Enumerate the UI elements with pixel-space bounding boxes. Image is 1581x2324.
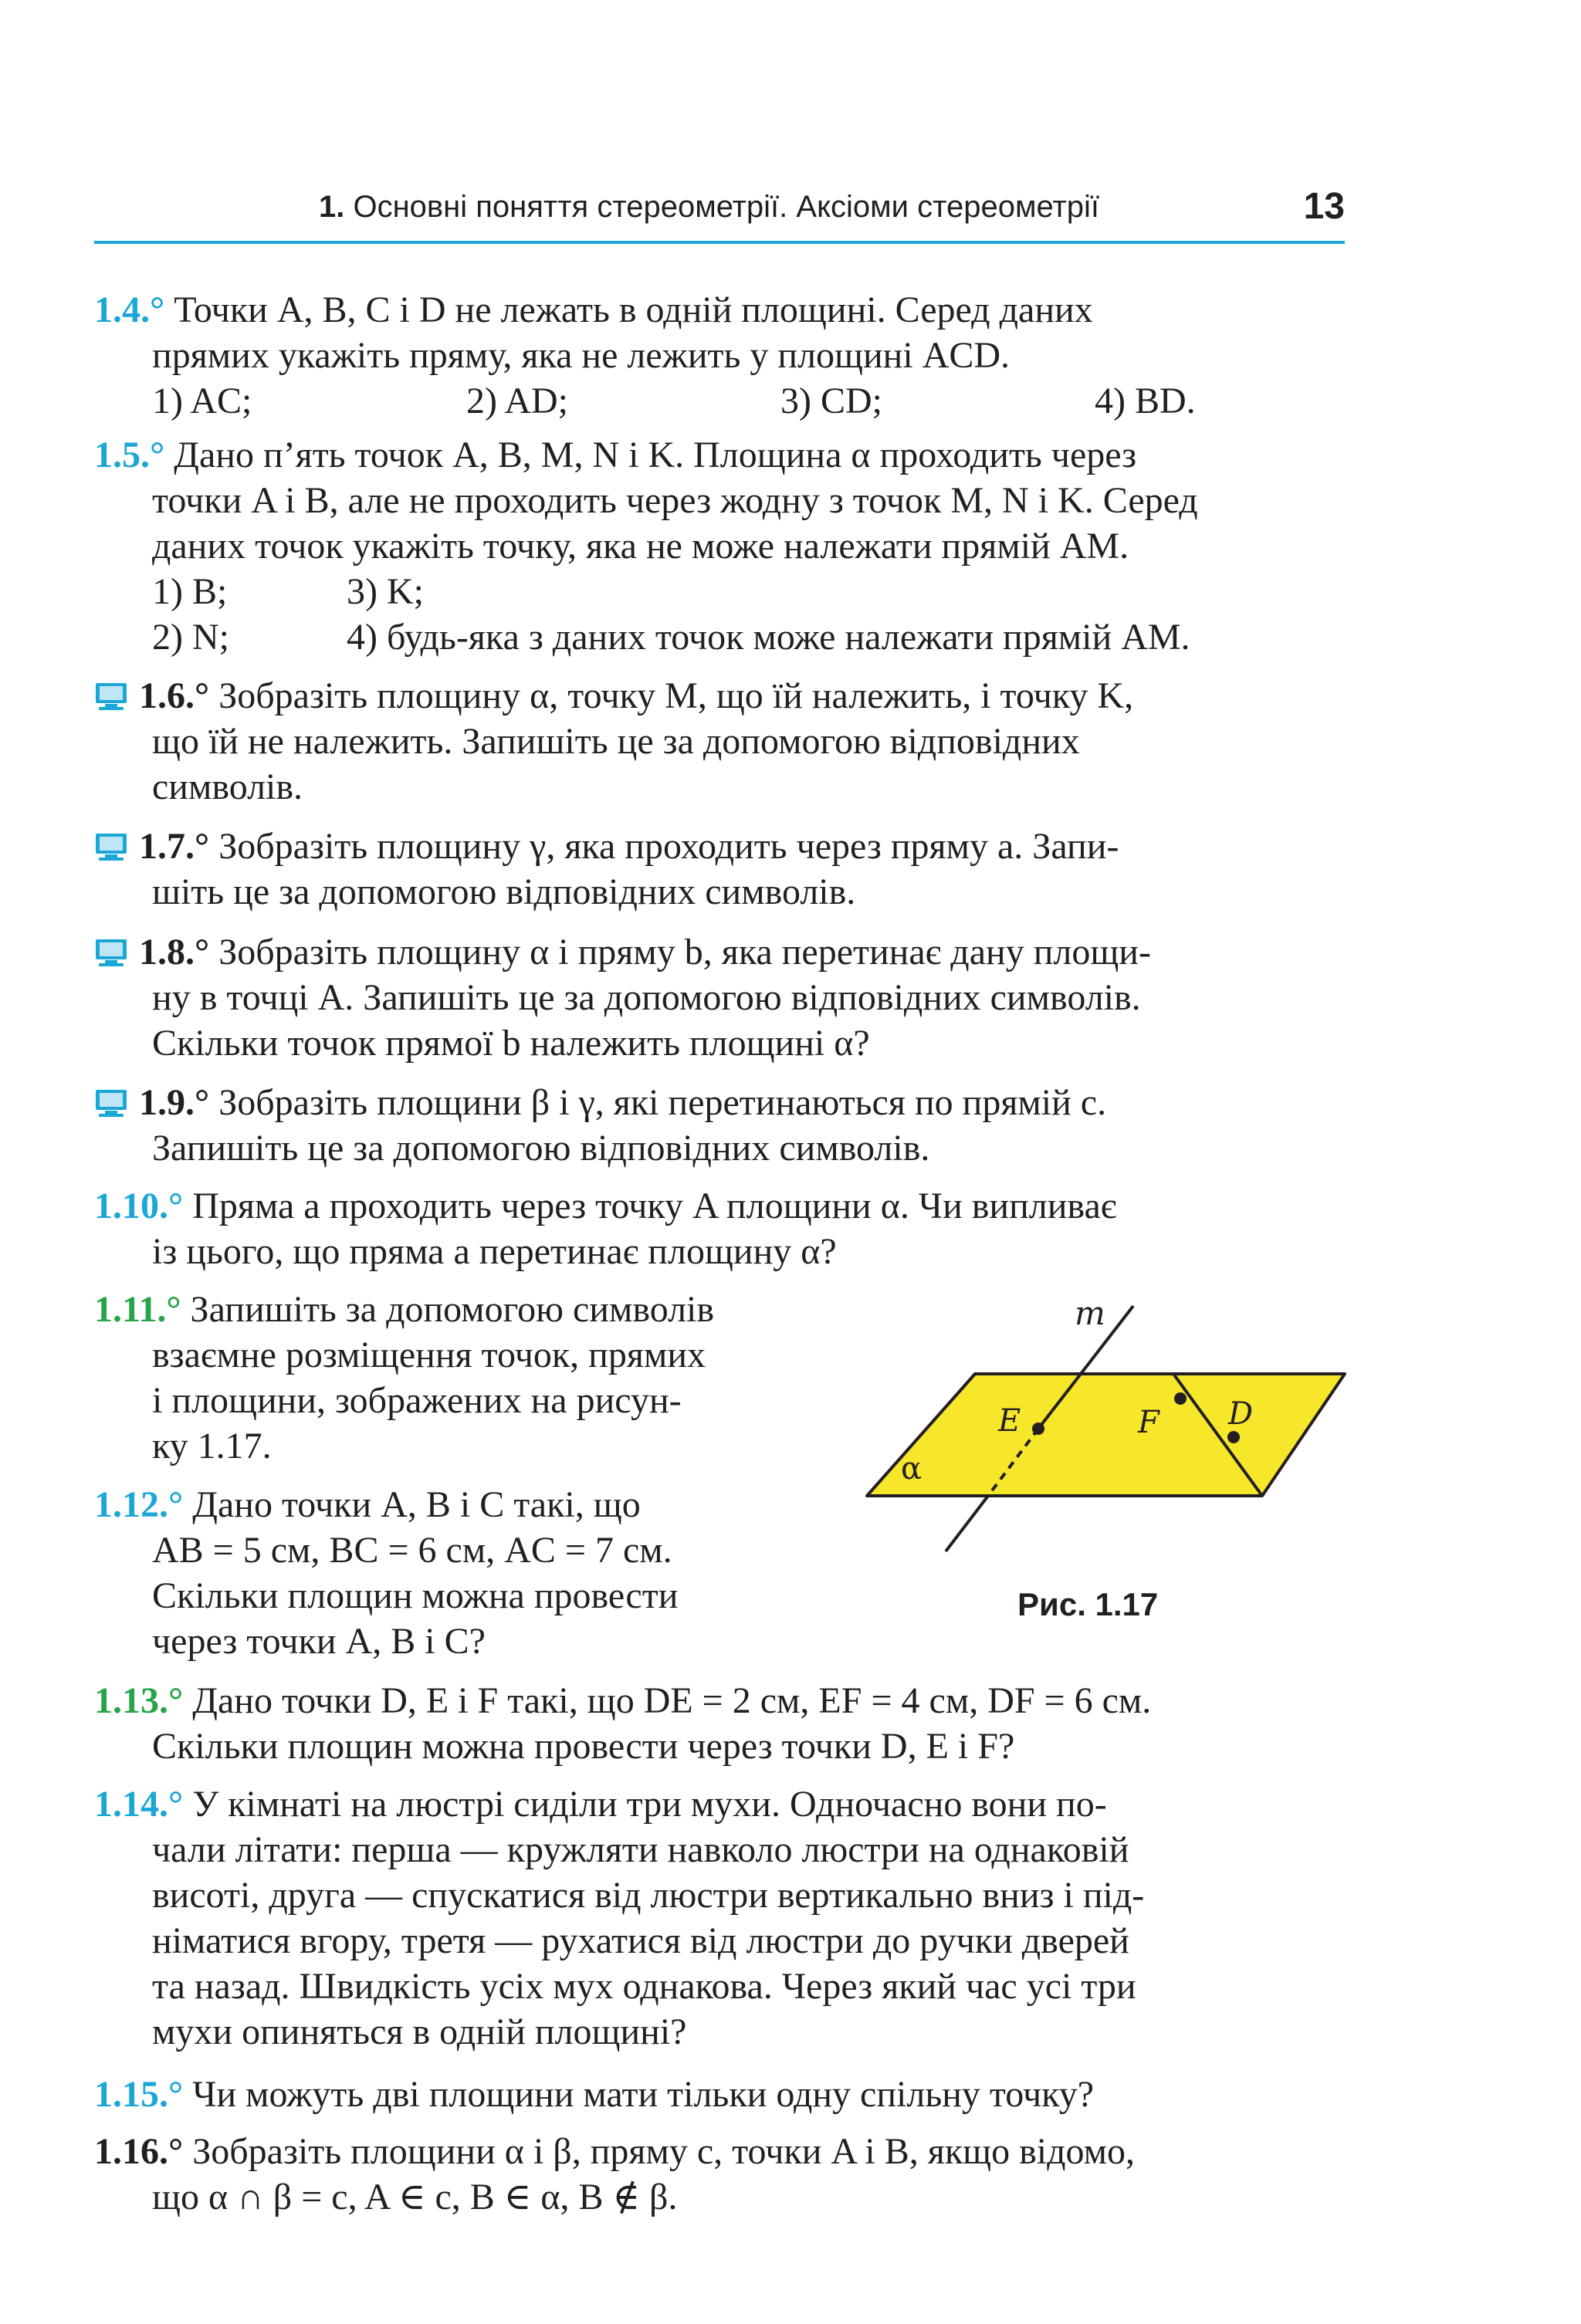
problem-number: 1.4.° bbox=[94, 289, 165, 330]
answer-option: 4) будь-яка з даних точок може належати прямій AM. bbox=[347, 617, 1190, 658]
problem-number: 1.10.° bbox=[94, 1186, 184, 1226]
problem-number: 1.14.° bbox=[94, 1784, 184, 1825]
problem-text-line: Точки A, B, C і D не лежать в одній площині. Серед даних bbox=[174, 289, 1093, 330]
problem-text-line: AB = 5 см, BC = 6 см, AC = 7 см. bbox=[152, 1530, 672, 1571]
answer-option: 4) BD. bbox=[1095, 381, 1196, 421]
computer-monitor-icon bbox=[94, 832, 128, 861]
problem-text-line: чали літати: перша — кружляти навколо люстри на однаковій bbox=[152, 1829, 1129, 1870]
section-number: 1. bbox=[319, 190, 345, 224]
problem-text-line: і площини, зображених на рисун- bbox=[152, 1380, 682, 1421]
problem-text-line: точки A і B, але не проходить через жодну з точок M, N і K. Серед bbox=[152, 480, 1198, 521]
problem-1-6 bbox=[94, 673, 1345, 810]
problem-text-line: ку 1.17. bbox=[152, 1426, 272, 1466]
problem-1-4 bbox=[94, 287, 1345, 424]
label-alpha: α bbox=[901, 1451, 923, 1487]
problem-1-13 bbox=[94, 1678, 1345, 1769]
problem-number: 1.5.° bbox=[94, 435, 165, 475]
problem-text-line: через точки A, B і C? bbox=[152, 1621, 486, 1662]
problem-text-line: Скільки площин можна провести через точки D, E і F? bbox=[152, 1726, 1015, 1767]
answer-option: 2) AD; bbox=[466, 381, 568, 421]
problem-text-line: що α ∩ β = c, A ∈ c, B ∈ α, B ∉ β. bbox=[152, 2177, 678, 2217]
label-f: F bbox=[1138, 1405, 1160, 1440]
answer-options bbox=[94, 569, 1345, 614]
problem-number: 1.9.° bbox=[139, 1082, 210, 1123]
header-rule bbox=[94, 241, 1345, 244]
label-m: m bbox=[1075, 1297, 1105, 1332]
problem-text-line: мухи опиняться в одній площині? bbox=[152, 2011, 687, 2052]
problem-text-line: прямих укажіть пряму, яка не лежить у площині ACD. bbox=[152, 335, 1011, 376]
plane-alpha bbox=[867, 1374, 1345, 1496]
problem-text-line: Зобразіть площину α, точку M, що їй належить, і точку K, bbox=[218, 675, 1134, 716]
answer-option: 1) AC; bbox=[152, 381, 252, 421]
problem-text-line: символів. bbox=[152, 766, 303, 807]
computer-monitor-icon bbox=[94, 1088, 128, 1118]
problem-text-line: Зобразіть площини α і β, пряму c, точки A і B, якщо відомо, bbox=[192, 2131, 1136, 2172]
problem-text-line: У кімнаті на люстрі сиділи три мухи. Одночасно вони по- bbox=[192, 1784, 1107, 1825]
answer-option: 2) N; bbox=[152, 617, 229, 658]
problem-text-line: Зобразіть площину α і пряму b, яка перетинає дану площи- bbox=[218, 932, 1151, 973]
problem-text-line: Дано п’ять точок A, B, M, N і K. Площина α проходить через bbox=[174, 435, 1137, 475]
problem-text-line: німатися вгору, третя — рухатися від люстри до ручки дверей bbox=[152, 1920, 1129, 1961]
computer-monitor-icon bbox=[94, 682, 128, 711]
problem-number: 1.8.° bbox=[139, 932, 210, 973]
problem-text-line: Зобразіть площину γ, яка проходить через пряму a. Запи- bbox=[218, 826, 1119, 867]
computer-monitor-icon bbox=[94, 938, 128, 967]
point-f bbox=[1174, 1392, 1187, 1405]
problem-text-line: Чи можуть дві площини мати тільки одну спільну точку? bbox=[192, 2074, 1095, 2115]
problem-1-16 bbox=[94, 2129, 1345, 2220]
problem-text-line: Дано точки A, B і C такі, що bbox=[192, 1484, 641, 1525]
answer-options bbox=[94, 614, 1345, 660]
problem-text-line: Дано точки D, E і F такі, що DE = 2 см, EF = 4 см, DF = 6 см. bbox=[192, 1680, 1152, 1721]
problem-text-line: ну в точці A. Запишіть це за допомогою відповідних символів. bbox=[152, 977, 1141, 1018]
problem-text-line: Запишіть це за допомогою відповідних символів. bbox=[152, 1128, 930, 1169]
problem-text-line: Пряма a проходить через точку A площини α. Чи випливає bbox=[192, 1186, 1117, 1226]
problem-text-line: Запишіть за допомогою символів bbox=[190, 1289, 715, 1330]
figure-1-17 bbox=[849, 1297, 1359, 1621]
problem-number: 1.12.° bbox=[94, 1484, 184, 1525]
problem-1-10 bbox=[94, 1183, 1345, 1274]
problem-text-line: шіть це за допомогою відповідних символів. bbox=[152, 871, 856, 912]
problem-number: 1.16.° bbox=[94, 2131, 184, 2172]
line-m-lower bbox=[946, 1496, 988, 1551]
running-header bbox=[94, 182, 1345, 236]
figure-caption: Рис. 1.17 bbox=[1017, 1586, 1159, 1622]
problem-1-5 bbox=[94, 432, 1345, 660]
problem-text-line: Скільки площин можна провести bbox=[152, 1575, 679, 1616]
answer-option: 3) K; bbox=[347, 571, 424, 612]
problem-number: 1.7.° bbox=[139, 826, 210, 867]
point-e bbox=[1032, 1422, 1044, 1435]
section-title bbox=[319, 190, 1099, 225]
problem-1-14 bbox=[94, 1781, 1345, 2055]
section-title-text: Основні поняття стереометрії. Аксіоми стереометрії bbox=[344, 190, 1099, 224]
problem-text-line: взаємне розміщення точок, прямих bbox=[152, 1335, 706, 1375]
label-d: D bbox=[1228, 1396, 1254, 1432]
problem-text-line: даних точок укажіть точку, яка не може належати прямій AM. bbox=[152, 526, 1129, 567]
problem-1-12 bbox=[94, 1482, 820, 1664]
problem-text-line: із цього, що пряма a перетинає площину α? bbox=[152, 1231, 837, 1272]
problem-1-15 bbox=[94, 2072, 1345, 2117]
answer-option: 1) B; bbox=[152, 571, 228, 612]
label-e: E bbox=[998, 1403, 1021, 1439]
problem-number: 1.6.° bbox=[139, 675, 210, 716]
answer-option: 3) CD; bbox=[780, 381, 882, 421]
problem-1-11 bbox=[94, 1287, 820, 1469]
answer-options bbox=[94, 378, 1345, 424]
problem-number: 1.13.° bbox=[94, 1680, 184, 1721]
page-number: 13 bbox=[1303, 186, 1345, 227]
problem-text-line: та назад. Швидкість усіх мух однакова. Через який час усі три bbox=[152, 1966, 1136, 2007]
problem-text-line: що їй не належить. Запишіть це за допомогою відповідних bbox=[152, 721, 1080, 762]
problem-1-8 bbox=[94, 929, 1345, 1066]
problem-1-9 bbox=[94, 1080, 1345, 1171]
problem-1-7 bbox=[94, 824, 1345, 915]
problem-text-line: Скільки точок прямої b належить площині α? bbox=[152, 1023, 870, 1064]
point-d bbox=[1227, 1431, 1240, 1443]
problem-number: 1.15.° bbox=[94, 2074, 184, 2115]
problem-number: 1.11.° bbox=[94, 1289, 181, 1330]
problem-text-line: Зобразіть площини β і γ, які перетинаються по прямій c. bbox=[218, 1082, 1107, 1123]
problem-text-line: висоті, друга — спускатися від люстри вертикально вниз і під- bbox=[152, 1875, 1145, 1916]
